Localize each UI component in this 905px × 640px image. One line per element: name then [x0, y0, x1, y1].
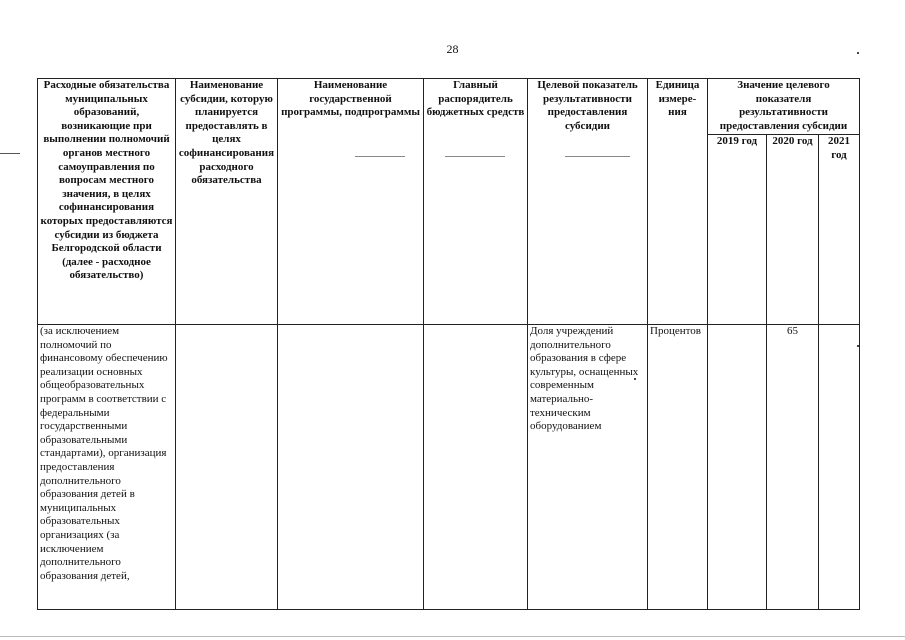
row-target-indicator: Доля учреждений дополнительного образования в сфере культуры, оснащенных современным материально-техническим оборудованием [528, 325, 648, 610]
row-value-2019 [708, 325, 767, 610]
row-subsidy-name [176, 325, 278, 610]
year-2020: 2020 год [767, 135, 819, 325]
row-obligations: (за исключением полномочий по финансовому обеспечению реализации основных общеобразовательных программ в соответствии с федеральными государственными образовательными стандартами), организация предоставления дополнительного образования детей в муниципальных образовательных организациях (за исключением дополнительного образования детей, [38, 325, 176, 610]
scan-line-artifact [0, 153, 20, 154]
row-unit: Процентов [648, 325, 708, 610]
subsidy-table [37, 78, 860, 610]
row-value-2021 [819, 325, 860, 610]
header-target-indicator: Целевой показатель результативности предоставления субсидии [528, 79, 648, 325]
page-number: 28 [446, 42, 459, 56]
header-subsidy-name: Наименование субсидии, которую планируется предоставлять в целях софинансирования расходного обязательства [176, 79, 278, 325]
scan-line-artifact [565, 156, 630, 157]
header-target-value: Значение целевого показателя результативности предоставления субсидии [708, 79, 860, 135]
header-main-manager: Главный распорядитель бюджетных средств [424, 79, 528, 325]
row-program-name [278, 325, 424, 610]
header-program-name: Наименование государственной программы, подпрограммы [278, 79, 424, 325]
scan-line-artifact [445, 156, 505, 157]
scan-dot-artifact [857, 52, 859, 54]
scan-dot-artifact [634, 378, 636, 380]
scan-dot-artifact [857, 345, 859, 347]
header-obligations: Расходные обязательства муниципальных образований, возникающие при выполнении полномочий органов местного самоуправления по вопросам местного значения, в целях софинансирования которых предоставляются субсидии из бюджета Белгородской области (далее - расходное обязательство) [38, 79, 176, 325]
header-unit: Единица измере- ния [648, 79, 708, 325]
scan-line-artifact [0, 636, 905, 637]
year-2021: 2021 год [819, 135, 860, 325]
row-main-manager [424, 325, 528, 610]
scan-line-artifact [355, 156, 405, 157]
year-2019: 2019 год [708, 135, 767, 325]
row-value-2020: 65 [767, 325, 819, 610]
